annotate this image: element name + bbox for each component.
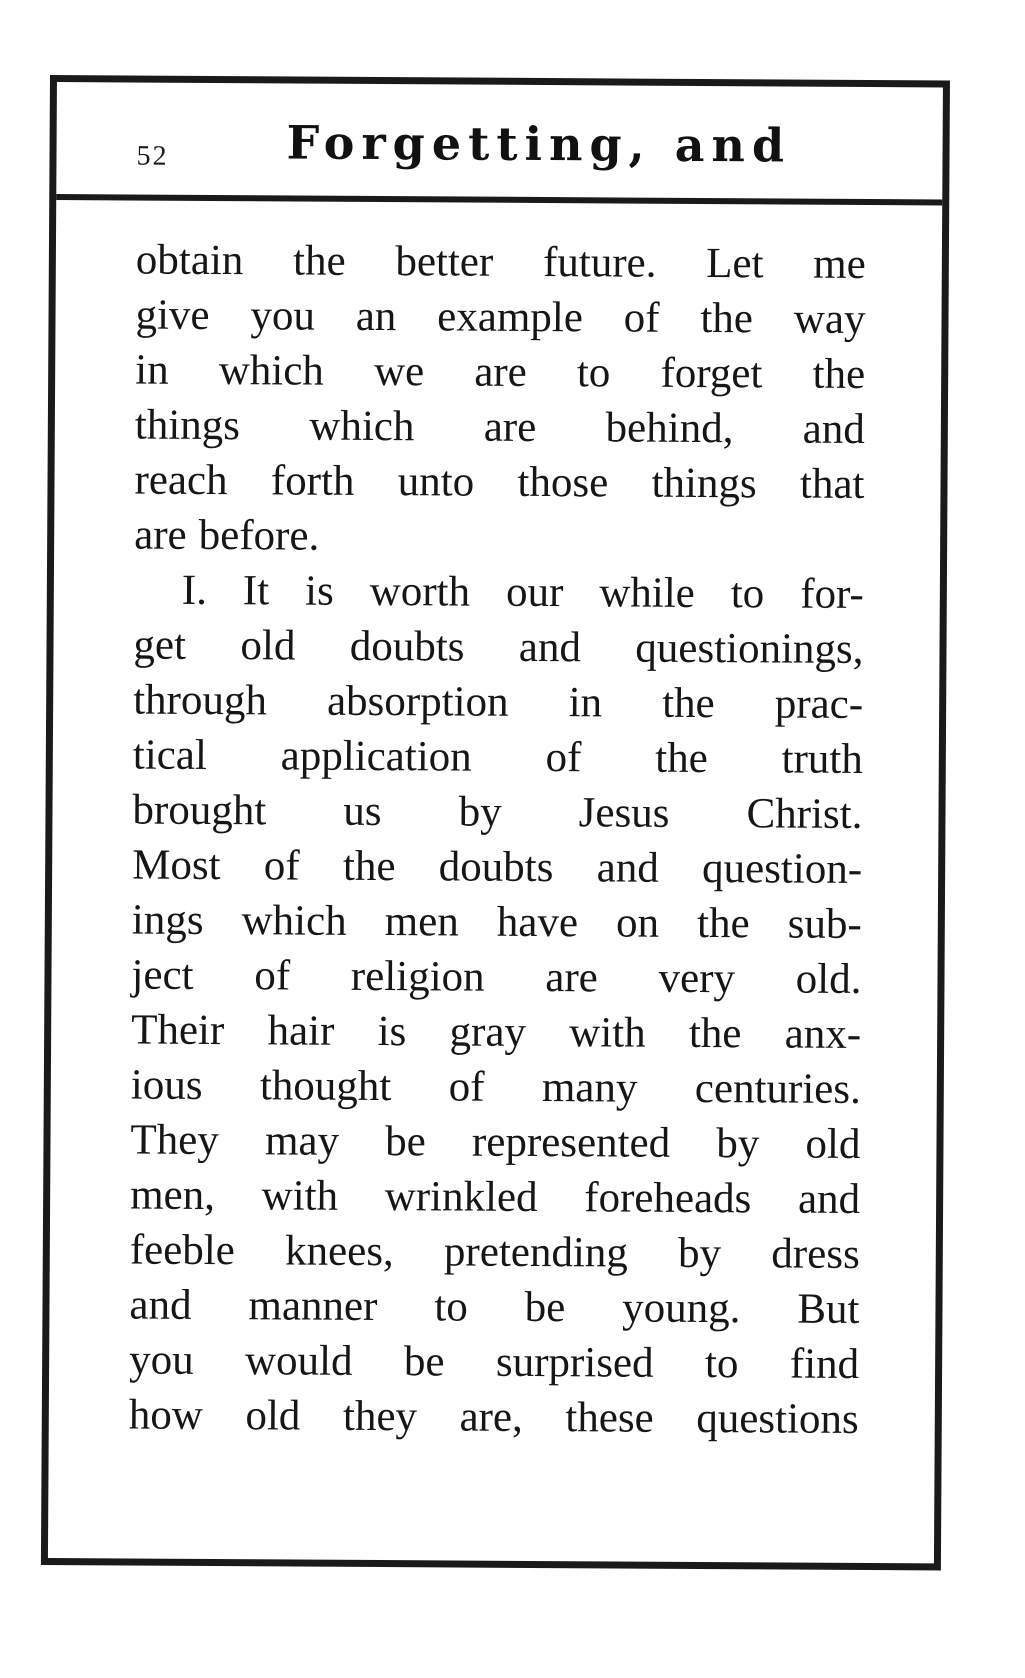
text-line: [135, 398, 865, 457]
text-line: [129, 1388, 859, 1447]
word: Let: [706, 240, 764, 288]
word: these: [565, 1394, 654, 1442]
text-line: [131, 1003, 861, 1062]
word: doubts: [438, 843, 554, 892]
page-number: 52: [136, 140, 169, 172]
word: that: [799, 460, 865, 508]
word: for-: [800, 570, 864, 618]
word: reach: [134, 456, 228, 505]
word: I.: [181, 566, 208, 614]
word: question-: [701, 844, 863, 893]
word: be: [524, 1283, 566, 1332]
word: the: [342, 842, 396, 891]
page-header: [56, 82, 943, 205]
word: with: [261, 1172, 339, 1220]
word: questionings,: [635, 624, 864, 673]
text-line: [134, 453, 864, 512]
text-line: [132, 893, 862, 952]
word: young.: [622, 1284, 741, 1333]
text-line: [135, 288, 865, 347]
word: the: [292, 237, 346, 285]
word: by: [458, 788, 502, 836]
word: men: [384, 898, 459, 946]
word: many: [541, 1064, 638, 1112]
word: dress: [771, 1230, 860, 1278]
word: centuries.: [694, 1064, 861, 1113]
word: worth: [369, 567, 471, 616]
word: are: [545, 954, 598, 1002]
text-line: [131, 1058, 861, 1117]
word: forget: [660, 349, 763, 398]
word: in: [568, 679, 603, 727]
word: which: [241, 897, 347, 945]
word: of: [263, 842, 300, 890]
word: and: [596, 844, 659, 892]
word: brought: [132, 786, 267, 835]
word: may: [264, 1117, 340, 1165]
word: of: [448, 1063, 485, 1111]
word: knees,: [284, 1227, 394, 1276]
word: Christ.: [746, 790, 863, 838]
word: the: [812, 350, 866, 398]
word: which: [309, 402, 415, 451]
word: pretending: [443, 1228, 629, 1277]
word: before.: [198, 511, 320, 560]
word: anx-: [784, 1010, 862, 1058]
word: ject: [131, 951, 194, 999]
word: behind,: [605, 404, 734, 453]
word: is: [377, 1008, 407, 1056]
word: manner: [248, 1282, 378, 1331]
word: doubts: [349, 622, 465, 671]
word: and: [129, 1281, 192, 1329]
word: sub-: [787, 900, 862, 948]
word: and: [518, 623, 582, 672]
word: questions: [696, 1394, 859, 1443]
word: absorption: [326, 677, 509, 726]
word: you: [250, 292, 316, 340]
word: by: [677, 1229, 722, 1278]
word: of: [545, 734, 582, 782]
word: which: [218, 347, 325, 395]
word: tical: [132, 731, 208, 779]
word: of: [623, 294, 660, 342]
word: forth: [270, 457, 355, 505]
word: on: [615, 899, 660, 947]
word: with: [569, 1009, 646, 1057]
word: future.: [542, 239, 657, 287]
word: obtain: [135, 236, 244, 285]
word: truth: [781, 735, 863, 783]
text-line: [129, 1333, 859, 1392]
page-border-frame: [41, 75, 950, 1570]
word: be: [403, 1338, 445, 1386]
word: application: [280, 732, 472, 781]
word: is: [304, 567, 334, 615]
text-line: [130, 1113, 860, 1172]
word: It: [242, 567, 270, 615]
word: you: [129, 1336, 194, 1384]
word: But: [797, 1285, 860, 1333]
word: they: [342, 1392, 418, 1441]
word: gray: [449, 1008, 527, 1056]
body-text: [129, 233, 866, 1447]
word: get: [133, 621, 187, 669]
text-line: [133, 728, 863, 787]
text-line: [133, 618, 863, 677]
word: to: [576, 349, 611, 397]
word: hair: [267, 1007, 335, 1055]
word: the: [662, 679, 715, 728]
text-line: [131, 948, 861, 1007]
word: by: [716, 1120, 760, 1168]
word: surprised: [495, 1338, 654, 1387]
word: have: [496, 898, 579, 947]
word: better: [395, 238, 494, 286]
word: old: [245, 1392, 301, 1440]
word: example: [437, 293, 584, 342]
word: to: [434, 1283, 468, 1331]
word: be: [385, 1118, 426, 1166]
word: us: [343, 787, 382, 836]
word: old: [805, 1120, 861, 1168]
text-line: [134, 508, 864, 567]
word: and: [802, 405, 865, 453]
word: represented: [471, 1118, 671, 1167]
text-line: [132, 783, 862, 842]
word: unto: [397, 458, 475, 506]
word: are: [474, 348, 527, 396]
word: the: [688, 1009, 742, 1058]
word: prac-: [774, 680, 864, 728]
text-line: [136, 233, 866, 292]
word: to: [704, 1340, 739, 1388]
word: ings: [131, 896, 204, 944]
text-line: [130, 1168, 860, 1227]
word: thought: [259, 1062, 392, 1111]
word: the: [655, 734, 708, 783]
word: Jesus: [578, 789, 670, 837]
word: things: [134, 401, 241, 450]
word: are: [483, 403, 537, 451]
word: are,: [459, 1393, 523, 1441]
text-line: [135, 343, 865, 402]
running-head: Forgetting, and: [286, 115, 792, 173]
word: Their: [131, 1006, 225, 1055]
word: of: [254, 952, 291, 1000]
word: Most: [132, 841, 221, 890]
word: find: [789, 1340, 860, 1388]
word: very: [658, 954, 736, 1003]
word: me: [813, 240, 866, 288]
word: the: [696, 899, 750, 948]
text-line: [133, 673, 863, 732]
text-line: [132, 838, 862, 897]
text-line: [134, 563, 864, 622]
word: old.: [795, 955, 862, 1003]
word: in: [135, 346, 169, 394]
word: the: [700, 294, 754, 343]
word: foreheads: [584, 1174, 752, 1223]
word: how: [128, 1391, 204, 1439]
word: while: [599, 569, 696, 617]
word: men,: [130, 1171, 216, 1220]
text-line: [129, 1278, 859, 1337]
word: religion: [350, 952, 485, 1001]
word: through: [133, 676, 268, 725]
word: way: [793, 295, 866, 343]
word: those: [517, 458, 609, 507]
word: to: [730, 570, 765, 618]
word: ious: [130, 1061, 203, 1109]
word: we: [373, 347, 425, 396]
word: and: [797, 1175, 861, 1223]
word: our: [505, 568, 564, 617]
word: things: [651, 459, 757, 508]
word: feeble: [129, 1226, 235, 1275]
word: old: [240, 622, 296, 670]
word: They: [130, 1116, 219, 1165]
word: would: [244, 1337, 353, 1385]
word: are: [134, 511, 187, 559]
text-line: [130, 1223, 860, 1282]
word: an: [355, 292, 397, 341]
word: wrinkled: [384, 1173, 538, 1221]
word: give: [135, 291, 210, 339]
